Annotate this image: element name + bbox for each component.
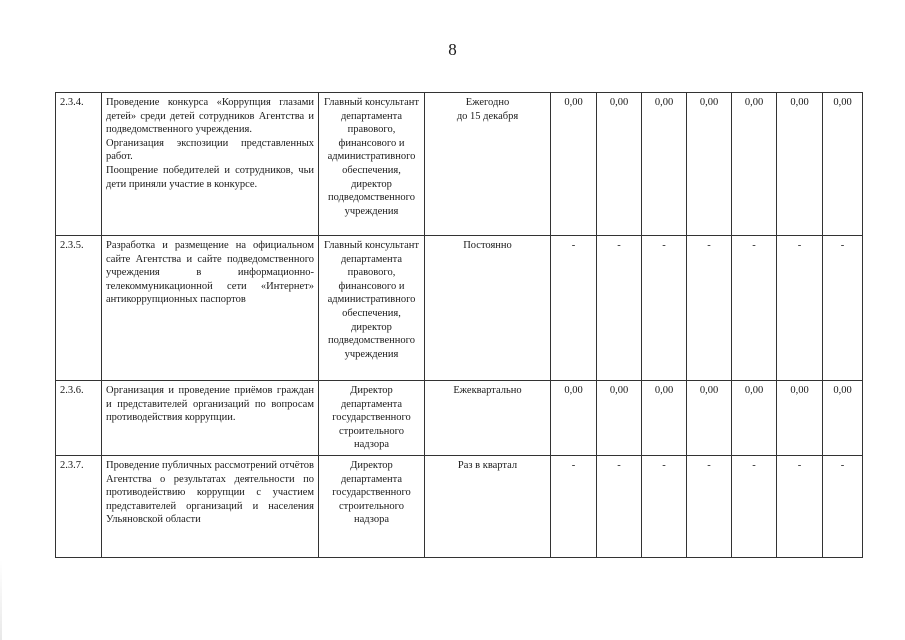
funding-value-cell: 0,00 [732,93,777,236]
page-number: 8 [448,40,457,59]
funding-value-cell: - [551,236,597,381]
deadline-cell: Постоянно [425,236,551,381]
responsible-cell: Директор департамента государственного строительного надзора [319,456,425,558]
funding-value-cell: 0,00 [823,381,863,456]
deadline-cell: Ежегодно до 15 декабря [425,93,551,236]
measure-description-cell: Проведение публичных рассмотрений отчётов Агентства о результатах деятельности по противодействию коррупции с участием представителей организаций и населения Ульяновской области [102,456,319,558]
deadline-cell: Раз в квартал [425,456,551,558]
funding-value-cell: 0,00 [687,381,732,456]
funding-value-cell: - [687,456,732,558]
funding-value-cell: - [642,236,687,381]
deadline-cell: Ежеквартально [425,381,551,456]
funding-value-cell: 0,00 [777,93,823,236]
funding-value-cell: 0,00 [597,93,642,236]
item-number-cell: 2.3.5. [56,236,102,381]
item-number-cell: 2.3.7. [56,456,102,558]
funding-value-cell: 0,00 [551,93,597,236]
funding-value-cell: 0,00 [597,381,642,456]
measures-table [55,92,863,558]
table-row [56,236,863,381]
funding-value-cell: 0,00 [777,381,823,456]
funding-value-cell: - [687,236,732,381]
funding-value-cell: 0,00 [823,93,863,236]
funding-value-cell: - [597,236,642,381]
measure-description-cell: Организация и проведение приёмов граждан и представителей организаций по вопросам противодействия коррупции. [102,381,319,456]
funding-value-cell: - [642,456,687,558]
funding-value-cell: - [732,456,777,558]
responsible-cell: Директор департамента государственного строительного надзора [319,381,425,456]
funding-value-cell: - [777,456,823,558]
funding-value-cell: 0,00 [687,93,732,236]
funding-value-cell: - [823,456,863,558]
funding-value-cell: - [777,236,823,381]
funding-value-cell: - [732,236,777,381]
funding-value-cell: - [597,456,642,558]
funding-value-cell: 0,00 [642,93,687,236]
table-row [56,93,863,236]
funding-value-cell: - [823,236,863,381]
scan-edge-shadow [0,560,2,640]
table-row [56,381,863,456]
funding-value-cell: 0,00 [642,381,687,456]
funding-value-cell: 0,00 [732,381,777,456]
item-number-cell: 2.3.6. [56,381,102,456]
measure-description-cell: Разработка и размещение на официальном сайте Агентства и сайте подведомственного учреждения в информационно-телекоммуникационной сети «Интернет» антикоррупционных паспортов [102,236,319,381]
measure-description-cell: Проведение конкурса «Коррупция глазами детей» среди детей сотрудников Агентства и подведомственного учреждения. Организация экспозиции представленных работ. Поощрение победителей и сотрудников, чьи дети приняли участие в конкурсе. [102,93,319,236]
responsible-cell: Главный консультант департамента правового, финансового и административного обеспечения, директор подведомственного учреждения [319,236,425,381]
item-number-cell: 2.3.4. [56,93,102,236]
responsible-cell: Главный консультант департамента правового, финансового и административного обеспечения, директор подведомственного учреждения [319,93,425,236]
funding-value-cell: 0,00 [551,381,597,456]
funding-value-cell: - [551,456,597,558]
table-row [56,456,863,558]
